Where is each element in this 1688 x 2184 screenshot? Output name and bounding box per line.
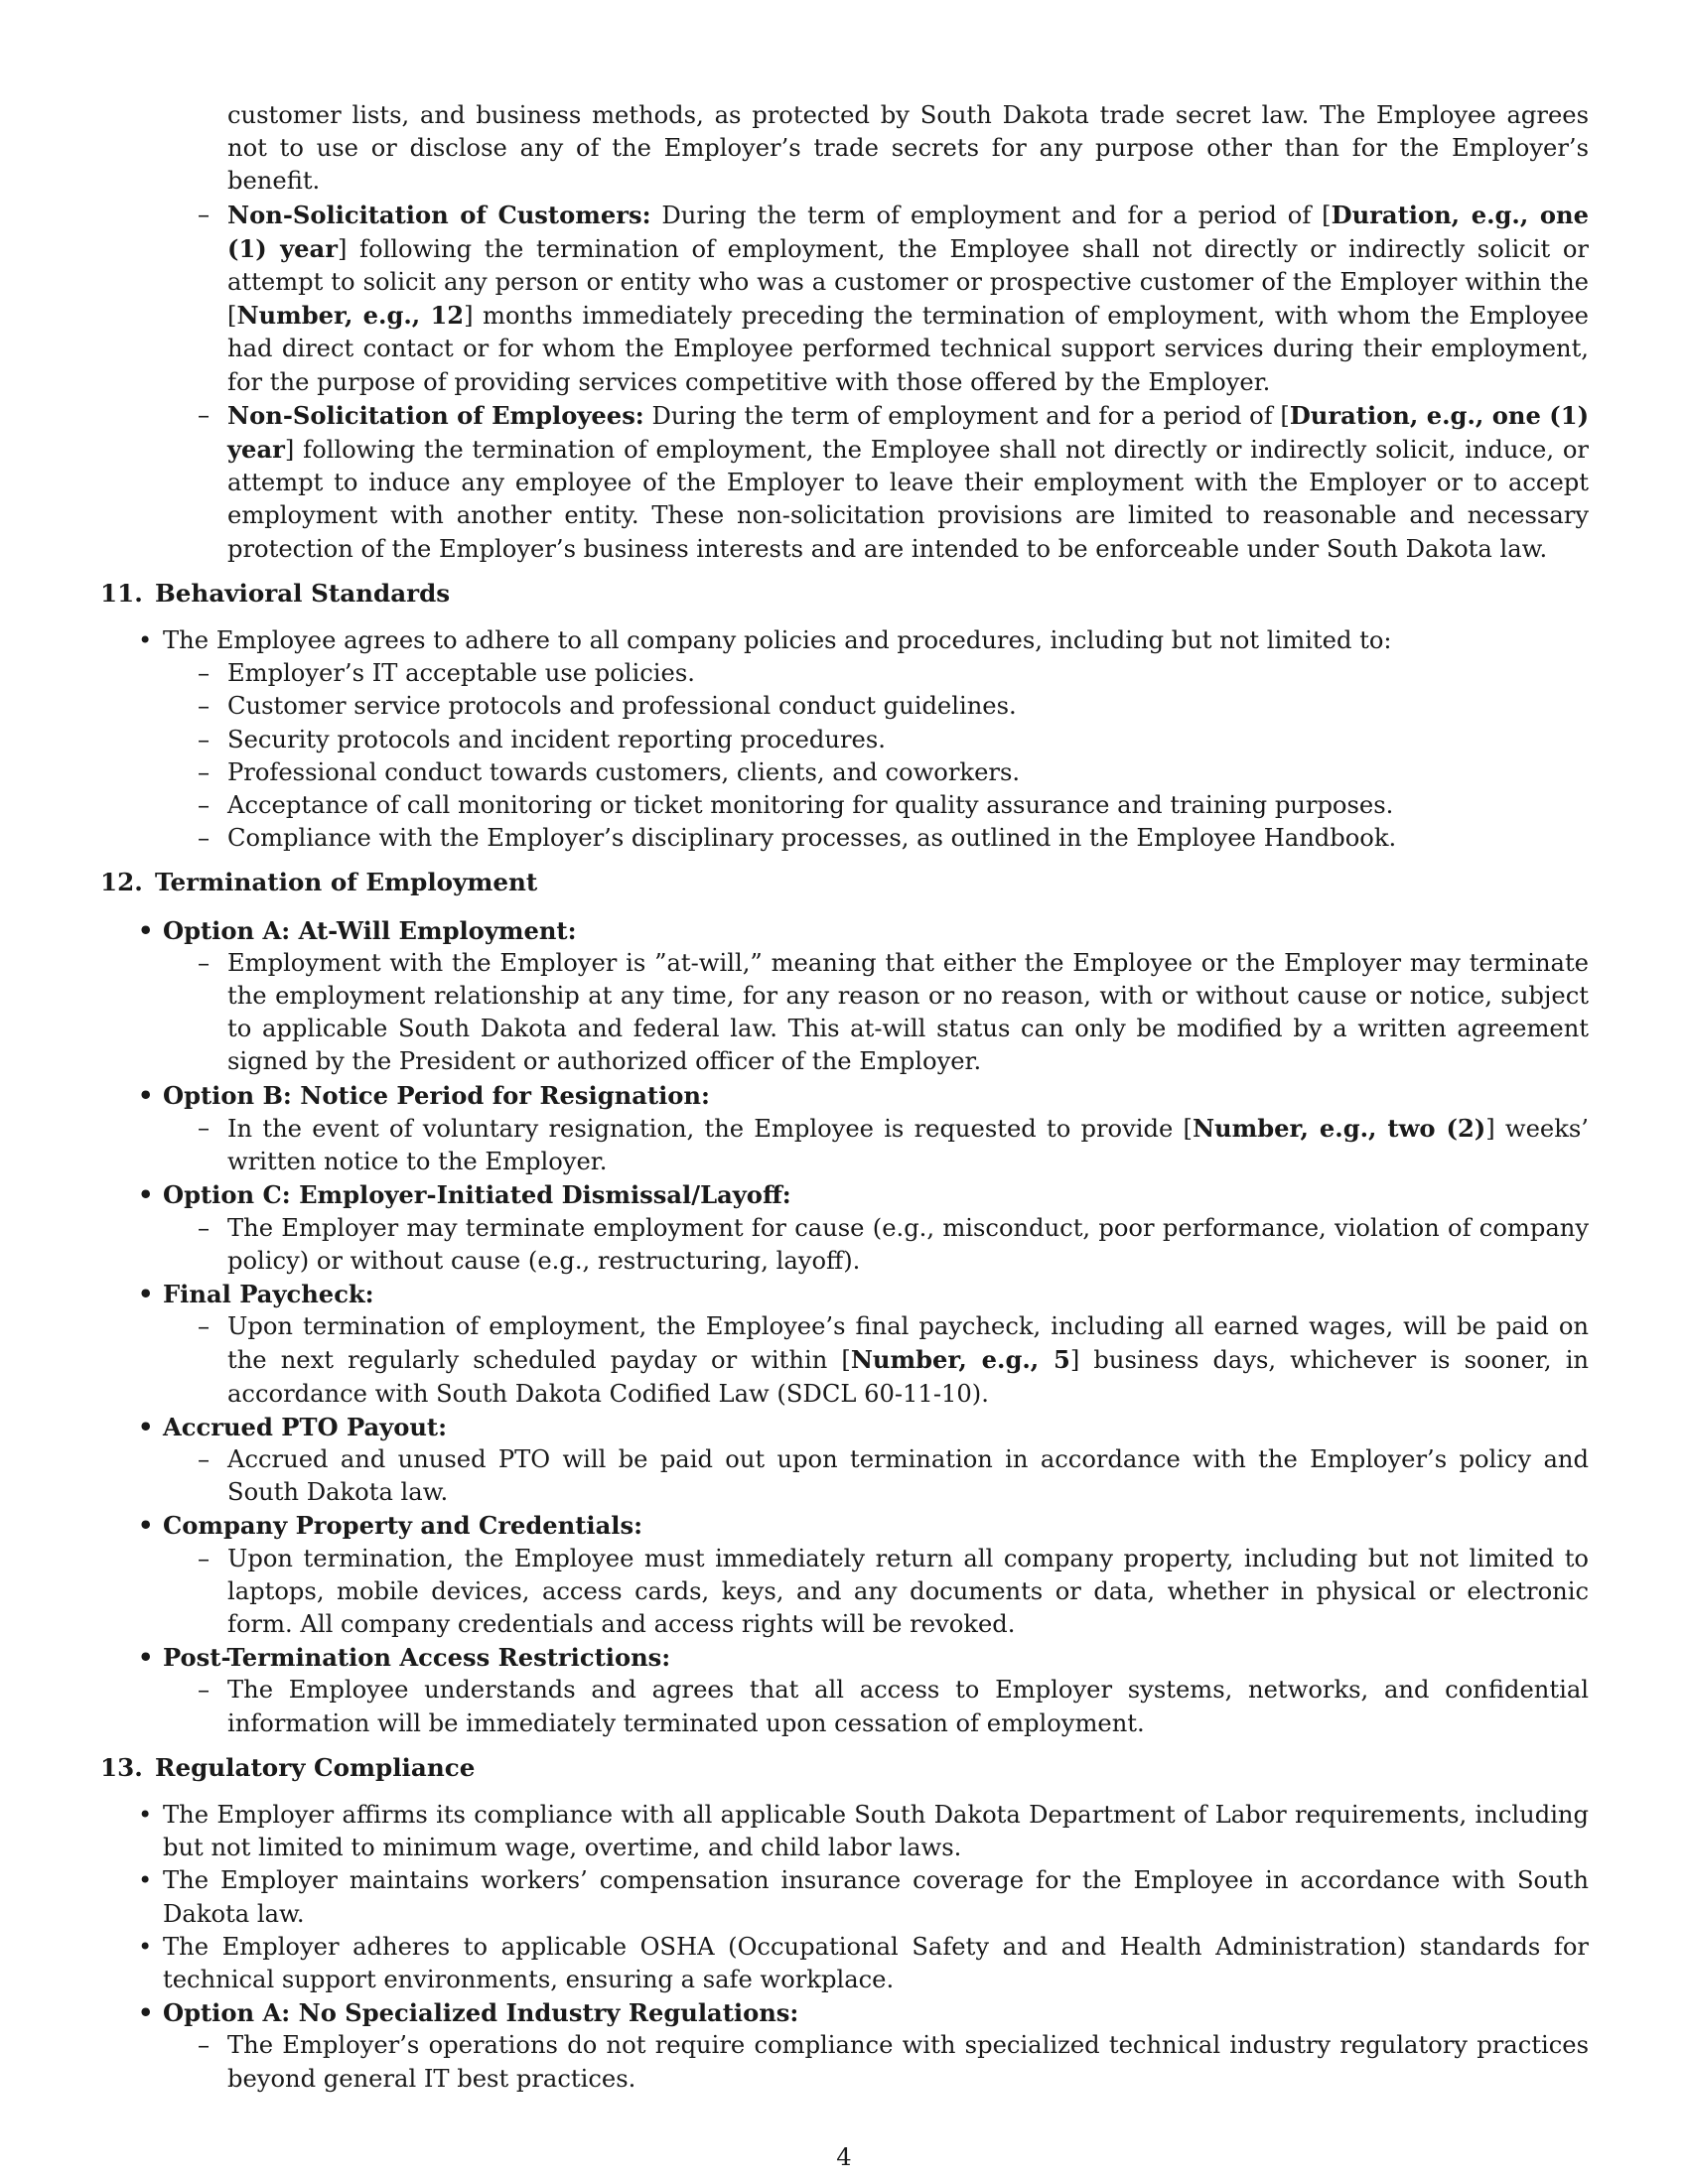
option-title: Option C: Employer-Initiated Dismissal/Layoff: [163, 1180, 791, 1210]
dash-marker: – [198, 200, 211, 228]
option-text: The Employer’s operations do not require compliance with specialized technical industry regulatory practices beyond general IT best practices. [227, 2031, 1589, 2093]
list-item-text: Acceptance of call monitoring or ticket monitoring for quality assurance and training purposes. [227, 791, 1394, 820]
bullet-marker: • [138, 1800, 153, 1829]
final-paycheck-text [100, 1310, 1589, 1411]
section-number: 12. [100, 868, 143, 897]
dash-marker: – [198, 400, 211, 429]
list-item [100, 756, 1589, 789]
list-item [100, 822, 1589, 855]
option-title: Option A: At-Will Employment: [163, 915, 577, 945]
nonsolicit-customers-title: Non-Solicitation of Customers: [227, 200, 651, 229]
bullet-marker: • [138, 1866, 153, 1895]
list-item-text: Customer service protocols and professional conduct guidelines. [227, 692, 1017, 721]
section-title: Regulatory Compliance [155, 1752, 476, 1782]
bullet-marker: • [138, 1180, 154, 1210]
option-text: Employment with the Employer is ”at-will,” meaning that either the Employee or the Employer may terminate the employment relationship at any time, for any reason or no reason, with or without cause or notice, subject to applicable South Dakota and federal law. This at-will status can only be modified by a written agreement signed by the President or authorized officer of the Employer. [227, 948, 1589, 1076]
placeholder-duration: Duration, e.g., one (1) year [227, 200, 1590, 263]
dash-marker: – [198, 791, 211, 820]
option-title: Post-Termination Access Restrictions: [163, 1643, 671, 1673]
dash-marker: – [198, 659, 211, 688]
section-number: 13. [100, 1752, 143, 1782]
placeholder-number: Number, e.g., 12 [236, 301, 465, 331]
option-c-heading [100, 1178, 1589, 1211]
dash-marker: – [198, 1213, 211, 1242]
section-12-heading [100, 866, 1589, 898]
bullet-marker: • [138, 1643, 154, 1673]
dash-marker: – [198, 1113, 211, 1142]
placeholder-duration: Duration, e.g., one (1) year [227, 400, 1590, 465]
dash-marker: – [198, 1444, 211, 1473]
list-item [100, 657, 1589, 690]
option-b-heading [100, 1079, 1589, 1112]
text-run: ] following the termination of employment, the Employee shall not directly or indirectly solicit, induce, or attempt to induce any employee of the Employer to leave their employment with the Employer or to accept employment with another entity. These non-solicitation provisions are limited to reasonable and necessary protection of the Employer’s business interests and are intended to be enforceable under South Dakota law. [227, 436, 1589, 563]
compliance-bullet-1 [100, 1799, 1589, 1864]
option-text: The Employee understands and agrees that all access to Employer systems, networks, and confidential information will be immediately terminated upon cessation of employment. [227, 1676, 1589, 1737]
option-c-text [100, 1212, 1589, 1278]
text-run: ] weeks’ written notice to the Employer. [227, 1114, 1589, 1176]
text-run: During the term of employment and for a period of [ [643, 401, 1290, 430]
trade-secret-text: customer lists, and business methods, as protected by South Dakota trade secret law. The Employee agrees not to use or disclose any of the Employer’s trade secrets for any purpose other than for the Employer’s benefit. [227, 101, 1589, 196]
option-title: Company Property and Credentials: [163, 1511, 643, 1541]
list-item [100, 789, 1589, 822]
dash-marker: – [198, 1676, 211, 1705]
list-item [100, 690, 1589, 723]
nonsolicit-customers-item [100, 199, 1589, 399]
dash-marker: – [198, 692, 211, 721]
pto-payout-text [100, 1443, 1589, 1509]
dash-marker: – [198, 824, 211, 853]
option-title: Final Paycheck: [163, 1279, 374, 1308]
text-run: ] business days, whichever is sooner, in accordance with South Dakota Codified Law (SDCL 60-11-10). [227, 1346, 1590, 1408]
bullet-marker: • [138, 1412, 154, 1441]
bullet-text: The Employee agrees to adhere to all company policies and procedures, including but not limited to: [163, 626, 1392, 655]
dash-marker: – [198, 948, 211, 977]
compliance-bullet-2 [100, 1864, 1589, 1930]
section-title: Behavioral Standards [155, 578, 451, 608]
placeholder-number: Number, e.g., 5 [850, 1345, 1070, 1375]
bullet-marker: • [138, 915, 154, 945]
text-run: ] following the termination of employment, the Employee shall not directly or indirectly solicit or attempt to solicit any person or entity who was a customer or prospective customer of the Employer within the [ [227, 234, 1589, 331]
bullet-marker: • [138, 1511, 154, 1541]
dash-marker: – [198, 725, 211, 753]
bullet-marker: • [138, 1998, 154, 2028]
option-text: The Employer may terminate employment for cause (e.g., misconduct, poor performance, violation of company policy) or without cause (e.g., restructuring, layoff). [227, 1213, 1589, 1275]
section-11-heading [100, 577, 1589, 610]
option-title: Option A: No Specialized Industry Regulations: [163, 1998, 799, 2028]
dash-marker: – [198, 757, 211, 786]
trade-secret-continuation [100, 99, 1589, 199]
bullet-marker: • [138, 1080, 154, 1110]
post-termination-heading [100, 1641, 1589, 1674]
bullet-marker: • [138, 1932, 153, 1961]
document-body [100, 99, 1589, 2096]
option-b-text [100, 1112, 1589, 1178]
list-item-text: Professional conduct towards customers, clients, and coworkers. [227, 757, 1021, 786]
option-a-text [100, 947, 1589, 1079]
section-number: 11. [100, 578, 143, 608]
page-number: 4 [836, 2143, 852, 2171]
dash-marker: – [198, 2031, 211, 2060]
compliance-bullet-3 [100, 1931, 1589, 1996]
behavioral-standards-bullet [100, 624, 1589, 657]
dash-marker: – [198, 1544, 211, 1572]
option-a-regulations-text [100, 2029, 1589, 2095]
bullet-text: The Employer adheres to applicable OSHA (Occupational Safety and and Health Administration) standards for technical support environments, ensuring a safe workplace. [163, 1932, 1589, 1993]
placeholder-number: Number, e.g., two (2) [1192, 1113, 1486, 1143]
bullet-marker: • [138, 1279, 154, 1308]
list-item-text: Employer’s IT acceptable use policies. [227, 659, 695, 688]
option-title: Option B: Notice Period for Resignation: [163, 1080, 710, 1110]
text-run: In the event of voluntary resignation, the Employee is requested to provide [ [227, 1114, 1193, 1143]
text-run: During the term of employment and for a period of [ [650, 201, 1332, 229]
post-termination-text [100, 1674, 1589, 1739]
option-text: Accrued and unused PTO will be paid out upon termination in accordance with the Employer’s policy and South Dakota law. [227, 1444, 1589, 1507]
company-property-heading [100, 1509, 1589, 1542]
bullet-text: The Employer maintains workers’ compensation insurance coverage for the Employee in accordance with South Dakota law. [163, 1866, 1589, 1928]
bullet-text: The Employer affirms its compliance with all applicable South Dakota Department of Labor requirements, including but not limited to minimum wage, overtime, and child labor laws. [163, 1800, 1589, 1862]
company-property-text [100, 1543, 1589, 1642]
section-title: Termination of Employment [155, 868, 538, 897]
option-a-heading [100, 914, 1589, 947]
nonsolicit-employees-title: Non-Solicitation of Employees: [227, 400, 644, 430]
option-a-regulations-heading [100, 1996, 1589, 2029]
option-text: Upon termination, the Employee must immediately return all company property, including but not limited to laptops, mobile devices, access cards, keys, and any documents or data, whether in physical or electronic form. All company credentials and access rights will be revoked. [227, 1544, 1589, 1638]
dash-marker: – [198, 1312, 211, 1341]
list-item-text: Compliance with the Employer’s disciplinary processes, as outlined in the Employee Handbook. [227, 824, 1397, 853]
text-run: ] months immediately preceding the termination of employment, with whom the Employee had direct contact or for whom the Employee performed technical support services during their employment, for the purpose of providing services competitive with those offered by the Employer. [227, 302, 1589, 396]
nonsolicit-employees-item [100, 399, 1589, 566]
option-title: Accrued PTO Payout: [163, 1412, 448, 1441]
list-item-text: Security protocols and incident reporting procedures. [227, 725, 886, 753]
text-run: Upon termination of employment, the Employee’s final paycheck, including all earned wages, will be paid on the next regularly scheduled payday or within [ [227, 1312, 1589, 1375]
pto-payout-heading [100, 1411, 1589, 1443]
bullet-marker: • [138, 626, 153, 655]
list-item [100, 724, 1589, 756]
final-paycheck-heading [100, 1278, 1589, 1310]
section-13-heading [100, 1751, 1589, 1784]
